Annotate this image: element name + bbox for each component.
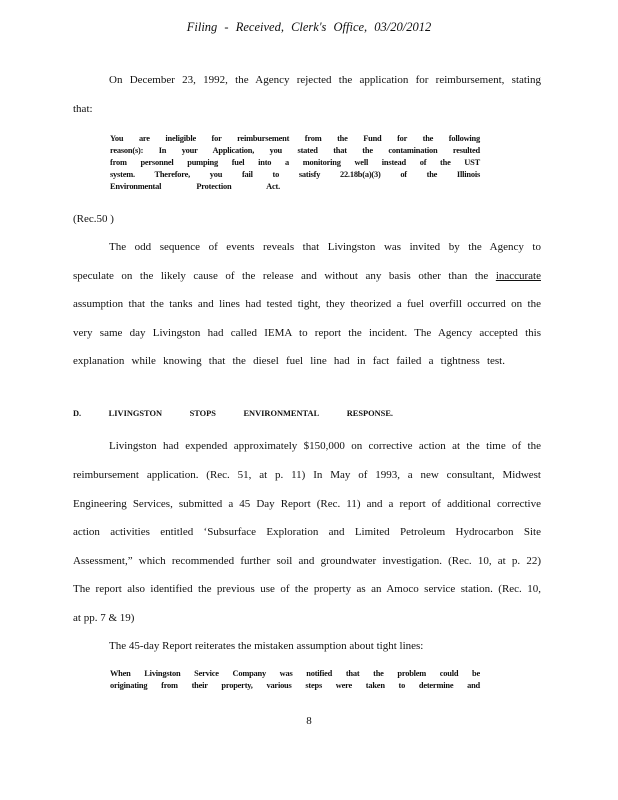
block-quote-line: When Livingston Service Company was notified that the problem could be	[110, 669, 480, 678]
paragraph-line: explanation while knowing that the diesel fuel line had in fact failed a tightness test.	[73, 355, 505, 367]
filing-header: Filing - Received, Clerk's Office, 03/20/2012	[186, 20, 432, 34]
paragraph-line	[73, 262, 541, 291]
page-number: 8	[306, 715, 312, 727]
block-quote-line: Environmental Protection Act.	[110, 182, 280, 191]
section-heading-word: STOPS	[189, 409, 216, 418]
paragraph-line-text: Livingston had expended approximately $150,000 on corrective action at the time of the	[109, 440, 541, 452]
paragraph-line: reimbursement application. (Rec. 51, at p. 11) In May of 1993, a new consultant, Midwest	[73, 469, 541, 481]
section-letter: D.	[73, 409, 82, 418]
paragraph-line-text: The 45-day Report reiterates the mistaken assumption about tight lines:	[109, 640, 424, 652]
paragraph-line: Engineering Services, submitted a 45 Day Report (Rec. 11) and a report of additional corrective	[73, 498, 541, 510]
paragraph-line: assumption that the tanks and lines had tested tight, they theorized a fuel overfill occurred on the	[73, 298, 541, 310]
paragraph-line: action activities entitled ‘Subsurface Exploration and Limited Petroleum Hydrocarbon Site	[73, 526, 541, 538]
block-quote-line: system. Therefore, you fail to satisfy 22.18b(a)(3) of the Illinois	[110, 170, 480, 179]
block-quote-line: from personnel pumping fuel into a monitoring well instead of the UST	[110, 158, 480, 167]
section-heading-word: ENVIRONMENTAL	[243, 409, 320, 418]
block-quote-line: reason(s): In your Application, you stated that the contamination resulted	[110, 146, 480, 155]
paragraph-line: very same day Livingston had called IEMA to report the incident. The Agency accepted this	[73, 327, 541, 339]
block-quote-line: You are ineligible for reimbursement from the Fund for the following	[110, 134, 480, 143]
paragraph-line	[73, 233, 541, 262]
block-quote-line: originating from their property, various steps were taken to determine and	[110, 681, 480, 690]
section-heading-word: RESPONSE.	[346, 409, 393, 418]
section-heading-word: LIVINGSTON	[108, 409, 163, 418]
paragraph-line-text: speculate on the likely cause of the release and without any basis other than the	[73, 270, 496, 282]
underlined-word: inaccurate	[495, 270, 541, 282]
record-citation: (Rec.50 )	[73, 213, 114, 225]
paragraph-line	[73, 432, 541, 461]
paragraph-line: The report also identified the previous use of the property as an Amoco service station. (Rec. 10,	[73, 583, 541, 595]
paragraph-line-text: The odd sequence of events reveals that Livingston was invited by the Agency to	[109, 241, 541, 253]
paragraph-line: at pp. 7 & 19)	[73, 612, 135, 624]
paragraph-rejection	[73, 66, 541, 95]
paragraph-line	[73, 632, 541, 661]
section-heading	[73, 409, 393, 418]
paragraph-line: Assessment,” which recommended further soil and groundwater investigation. (Rec. 10, at p. 22)	[73, 555, 541, 567]
paragraph-line: On December 23, 1992, the Agency rejected the application for reimbursement, stating	[109, 74, 541, 86]
paragraph-line: that:	[73, 103, 93, 115]
